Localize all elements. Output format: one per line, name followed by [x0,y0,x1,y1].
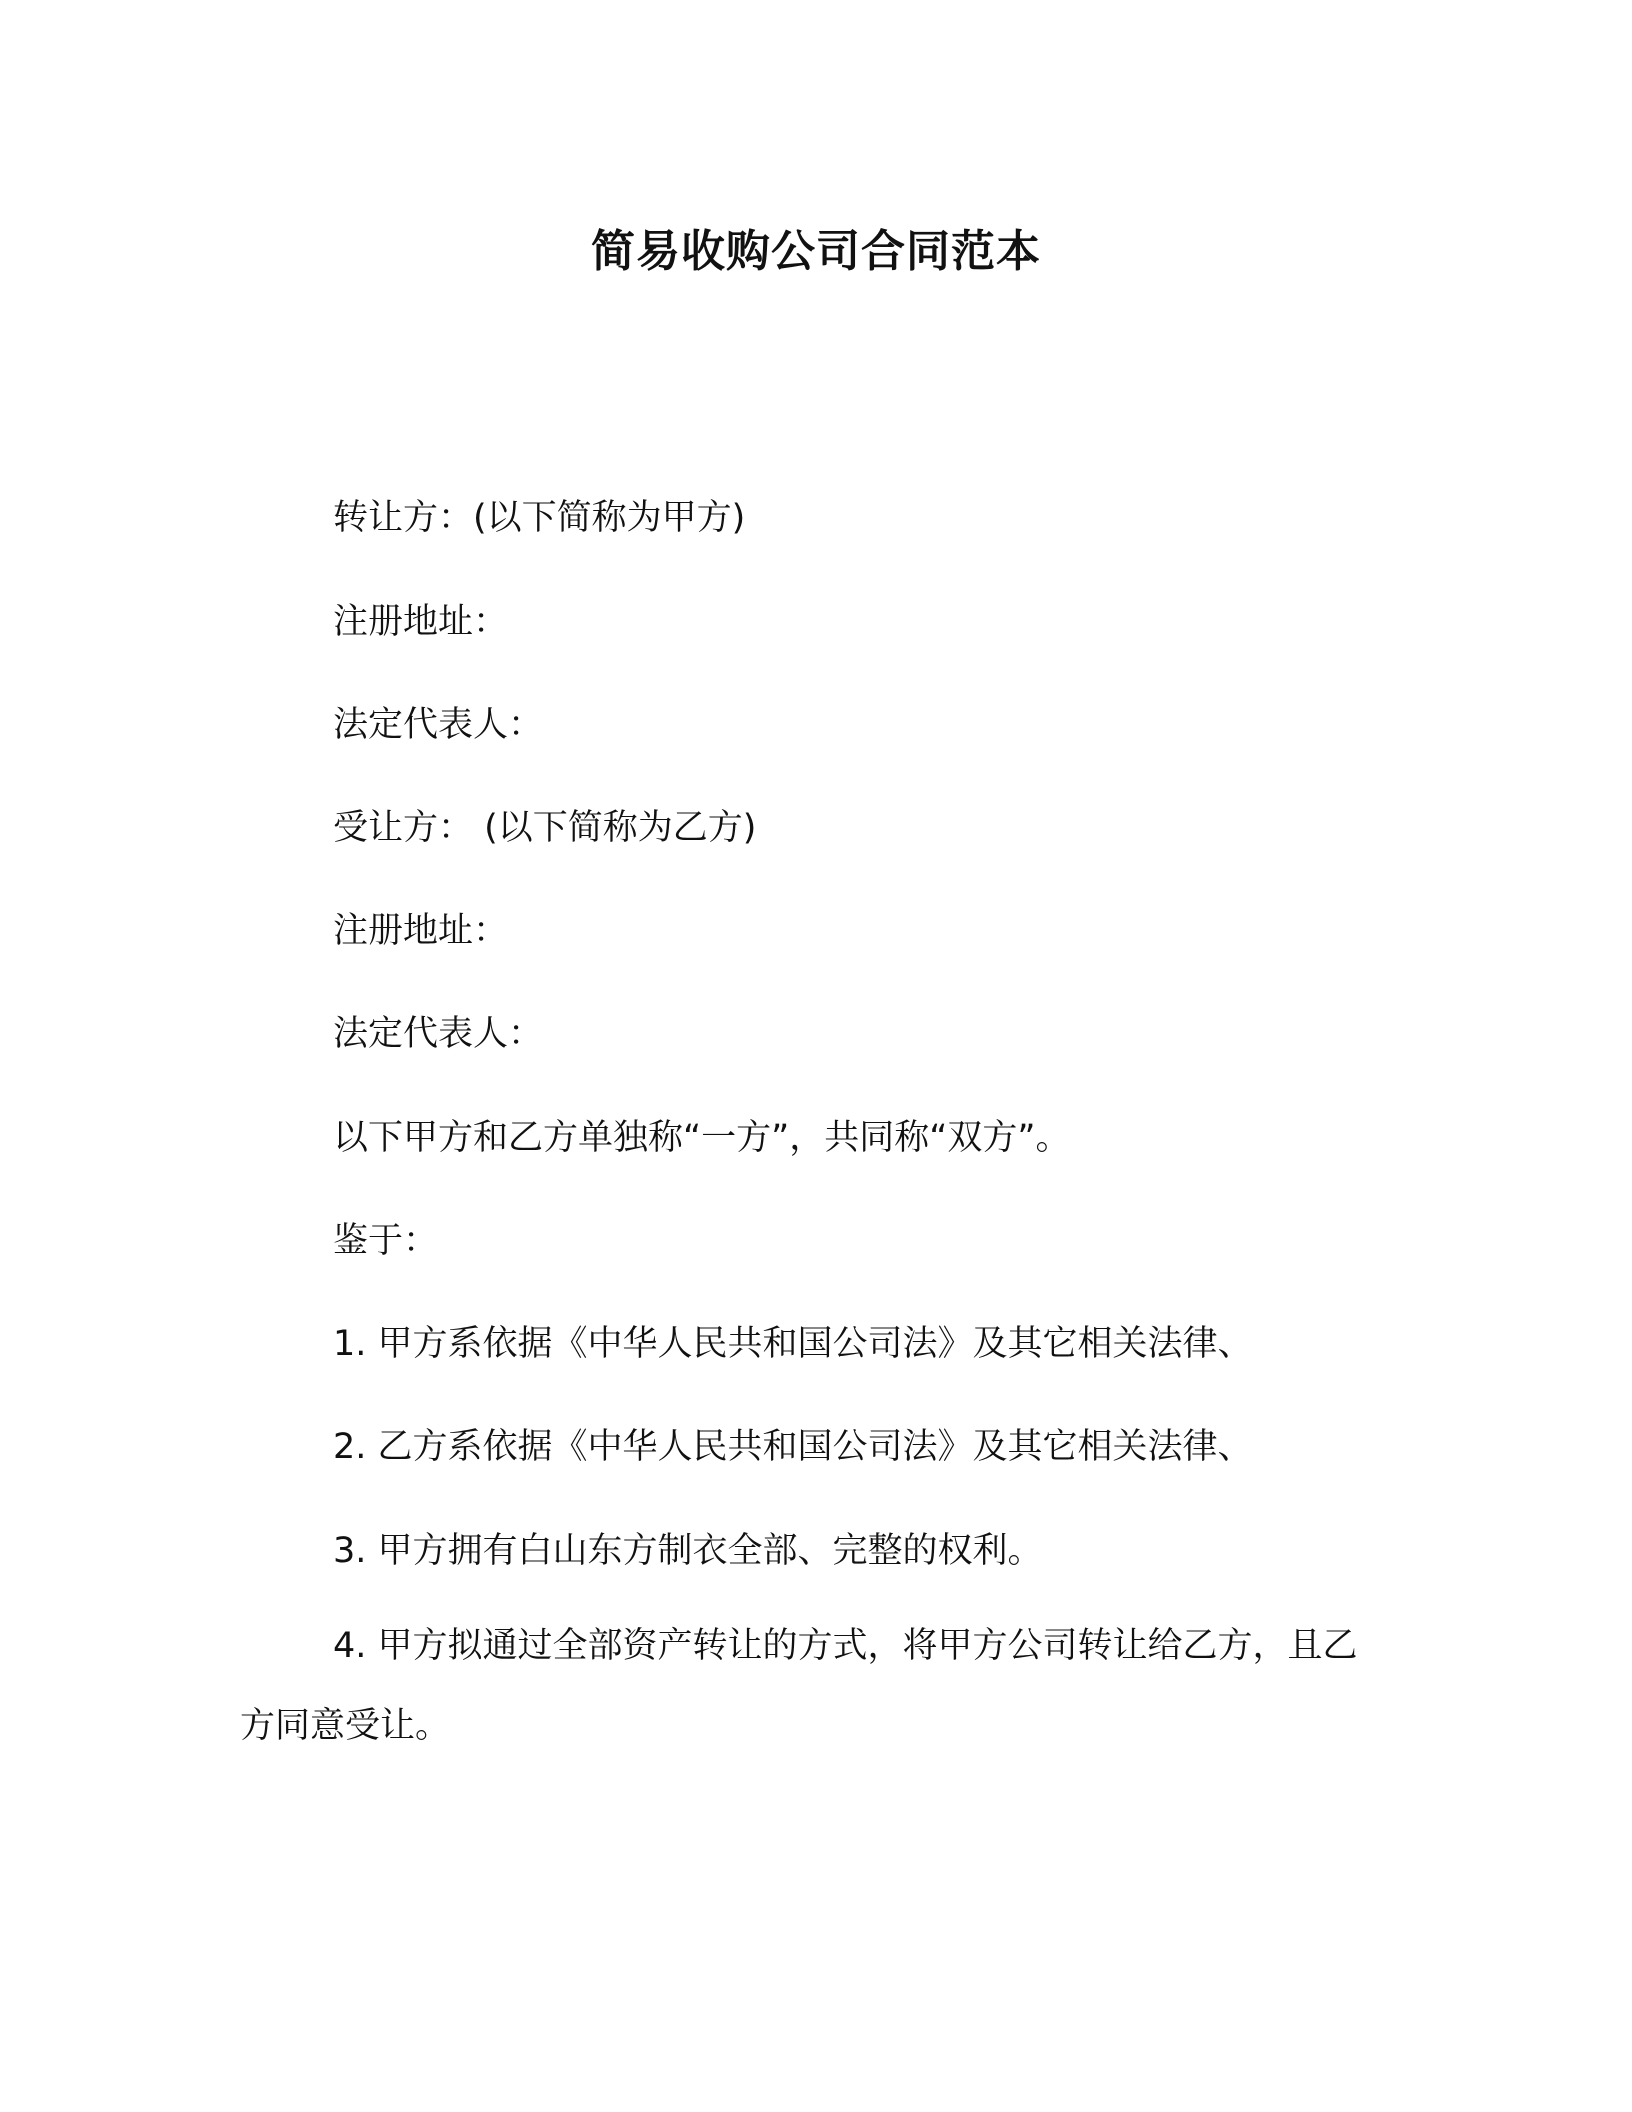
whereas-item-1: 1. 甲方系依据《中华人民共和国公司法》及其它相关法律、 [333,1324,1253,1364]
transferor-legal-rep-line: 法定代表人： [333,705,544,745]
transferee-legal-rep-line: 法定代表人： [333,1014,544,1054]
document-title: 简易收购公司合同范本 [591,226,1041,277]
parties-definition-line: 以下甲方和乙方单独称“一方”，共同称“双方”。 [333,1118,1071,1158]
transferee-address-line: 注册地址： [333,911,509,951]
transferor-line: 转让方：(以下简称为甲方) [333,498,746,538]
whereas-item-2: 2. 乙方系依据《中华人民共和国公司法》及其它相关法律、 [333,1427,1253,1467]
transferor-address-line: 注册地址： [333,602,509,642]
transferee-line: 受让方： (以下简称为乙方) [333,808,757,848]
whereas-heading: 鉴于： [333,1221,439,1261]
whereas-item-3: 3. 甲方拥有白山东方制衣全部、完整的权利。 [333,1531,1043,1571]
whereas-item-4: 4. 甲方拟通过全部资产转让的方式，将甲方公司转让给乙方，且乙方同意受让。 [240,1626,1358,1746]
